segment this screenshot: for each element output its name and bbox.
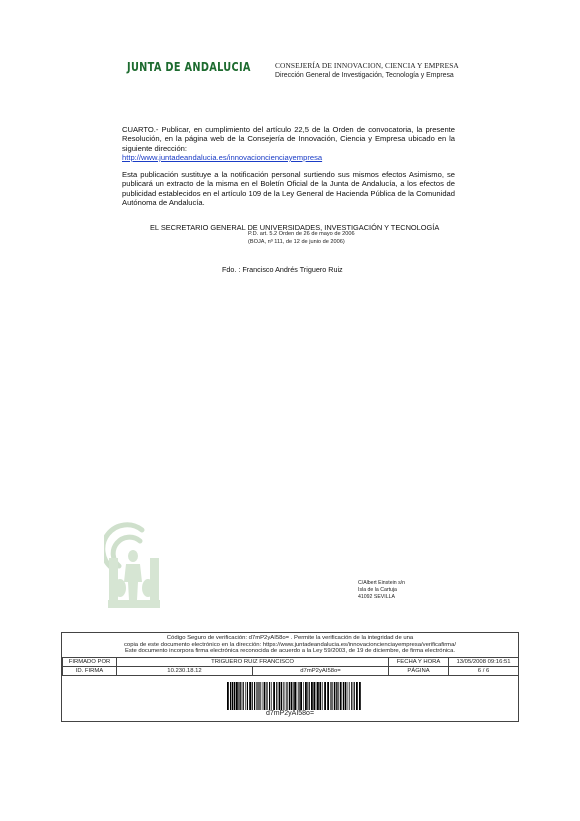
barcode-bar bbox=[293, 682, 294, 710]
barcode-bar bbox=[256, 682, 257, 710]
code-value: d7mP2yAI58o= bbox=[253, 667, 389, 676]
fecha-value: 13/05/2008 09:16:51 bbox=[449, 658, 519, 667]
barcode-bar bbox=[271, 682, 272, 710]
barcode-bar bbox=[236, 682, 238, 710]
barcode-bar bbox=[330, 682, 331, 710]
barcode-bar bbox=[227, 682, 229, 710]
verification-line-1: Código Seguro de verificación: d7mP2yAI58o= . Permite la verificación de la integridad de una bbox=[166, 635, 414, 641]
barcode-bar bbox=[307, 682, 308, 710]
id-firma-label: ID. FIRMA bbox=[63, 667, 117, 676]
signatory-name: Fdo. : Francisco Andrés Triguero Ruiz bbox=[222, 265, 343, 274]
barcode-bar bbox=[279, 682, 281, 710]
barcode-bar bbox=[343, 682, 344, 710]
barcode-text: d7mP2yAI58o= bbox=[265, 710, 315, 717]
direccion-general: Dirección General de Investigación, Tecnología y Empresa bbox=[275, 72, 454, 79]
barcode-bar bbox=[240, 682, 241, 710]
paragraph-cuarto bbox=[122, 125, 455, 162]
barcode-bar bbox=[322, 682, 323, 710]
barcode-bar bbox=[285, 682, 286, 710]
barcode-bar bbox=[230, 682, 231, 710]
barcode-bar bbox=[305, 682, 307, 710]
barcode-bar bbox=[317, 682, 319, 710]
paragraph-publicacion: Esta publicación sustituye a la notificación personal surtiendo sus mismos efectos Asimismo, se publicará un extracto de la misma en el Boletín Oficial de la Junta de Andalucía, a los efectos de publicidad establecidos en el artículo 109 de la Ley General de Hacienda Pública de la Comunidad Autónoma de Andalucía. bbox=[122, 170, 455, 207]
barcode-bar bbox=[337, 682, 338, 710]
barcode-bar bbox=[281, 682, 282, 710]
pagina-value: 6 / 6 bbox=[449, 667, 519, 676]
barcode-bar bbox=[238, 682, 239, 710]
verification-line-2: copia de este documento electrónico en la dirección: https://www.juntadeandalucia.es/innovacioncienciayempresa/verificafirma/ bbox=[123, 641, 457, 648]
junta-andalucia-logo: JUNTA DE ANDALUCIA bbox=[127, 59, 251, 74]
barcode-bar bbox=[327, 682, 329, 710]
table-row bbox=[63, 658, 519, 667]
verification-line-3: Este documento incorpora firma electrónica reconocida de acuerdo a la Ley 59/2003, de 19 de diciembre, de firma electrónica. bbox=[124, 648, 456, 654]
barcode-bar bbox=[254, 682, 255, 710]
barcode-bar bbox=[331, 682, 332, 710]
address-area: Isla de la Cartuja bbox=[358, 587, 397, 593]
barcode-bar bbox=[267, 682, 268, 710]
barcode-bar bbox=[359, 682, 361, 710]
barcode-bar bbox=[316, 682, 317, 710]
barcode-bar bbox=[266, 682, 267, 710]
barcode-bar bbox=[273, 682, 275, 710]
barcode-bar bbox=[286, 682, 287, 710]
firmado-por-value: TRIGUERO RUIZ FRANCISCO bbox=[117, 658, 389, 667]
verification-box bbox=[61, 632, 519, 722]
barcode-bar bbox=[354, 682, 355, 710]
address-street: C/Albert Einstein s/n bbox=[358, 580, 405, 586]
barcode-bar bbox=[258, 682, 259, 710]
barcode-bar bbox=[249, 682, 251, 710]
barcode-bar bbox=[297, 682, 298, 710]
barcode-bar bbox=[291, 682, 293, 710]
barcode-bar bbox=[311, 682, 313, 710]
barcode-bar bbox=[259, 682, 260, 710]
id-firma-value: 10.230.18.12 bbox=[117, 667, 253, 676]
barcode-bar bbox=[252, 682, 253, 710]
paragraph-cuarto-text: CUARTO.- Publicar, en cumplimiento del artículo 22,5 de la Orden de convocatoria, la presente Resolución, en la página web de la Consejería de Innovación, Ciencia y Empresa ubicado en la siguiente dirección: bbox=[122, 125, 455, 153]
signatory-title: EL SECRETARIO GENERAL DE UNIVERSIDADES, INVESTIGACIÓN Y TECNOLOGÍA bbox=[150, 223, 440, 232]
barcode-bar bbox=[298, 682, 299, 710]
table-row bbox=[63, 667, 519, 676]
pagina-label: PÁGINA bbox=[389, 667, 449, 676]
barcode-bar bbox=[324, 682, 326, 710]
barcode-bar bbox=[313, 682, 315, 710]
barcode-bar bbox=[336, 682, 337, 710]
barcode-bar bbox=[269, 682, 270, 710]
firmado-por-label: FIRMADO POR bbox=[63, 658, 117, 667]
barcode-bar bbox=[356, 682, 358, 710]
barcode-bar bbox=[345, 682, 347, 710]
barcode-bar bbox=[289, 682, 290, 710]
barcode-bar bbox=[303, 682, 304, 710]
barcode-bar bbox=[340, 682, 342, 710]
barcode-bar bbox=[319, 682, 321, 710]
web-link[interactable]: http://www.juntadeandalucia.es/innovacioncienciayempresa bbox=[122, 152, 323, 162]
consejeria-name: CONSEJERÍA DE INNOVACION, CIENCIA Y EMPRESA bbox=[275, 61, 459, 70]
barcode-bar bbox=[351, 682, 352, 710]
barcode-bar bbox=[232, 682, 233, 710]
barcode-bar bbox=[334, 682, 335, 710]
barcode-bar bbox=[262, 682, 263, 710]
barcode-bar bbox=[349, 682, 350, 710]
signature-table bbox=[62, 657, 519, 676]
delegation-line-2: (BOJA, nº 111, de 12 de junio de 2006) bbox=[248, 239, 345, 245]
barcode-bar bbox=[243, 682, 244, 710]
barcode-bar bbox=[283, 682, 284, 710]
address-city: 41092 SEVILLA bbox=[358, 594, 395, 600]
andalucia-emblem-icon bbox=[104, 520, 160, 610]
barcode-bar bbox=[309, 682, 310, 710]
barcode-bar bbox=[348, 682, 349, 710]
barcode-icon bbox=[227, 682, 362, 710]
barcode-bar bbox=[294, 682, 296, 710]
barcode-bar bbox=[245, 682, 246, 710]
barcode-bar bbox=[234, 682, 236, 710]
barcode-bar bbox=[264, 682, 266, 710]
barcode-bar bbox=[247, 682, 248, 710]
barcode-bar bbox=[300, 682, 302, 710]
barcode-bar bbox=[276, 682, 277, 710]
delegation-line-1: P.D. art. 5.2 Orden de 26 de mayo de 2006 bbox=[248, 231, 355, 237]
fecha-label: FECHA Y HORA bbox=[389, 658, 449, 667]
